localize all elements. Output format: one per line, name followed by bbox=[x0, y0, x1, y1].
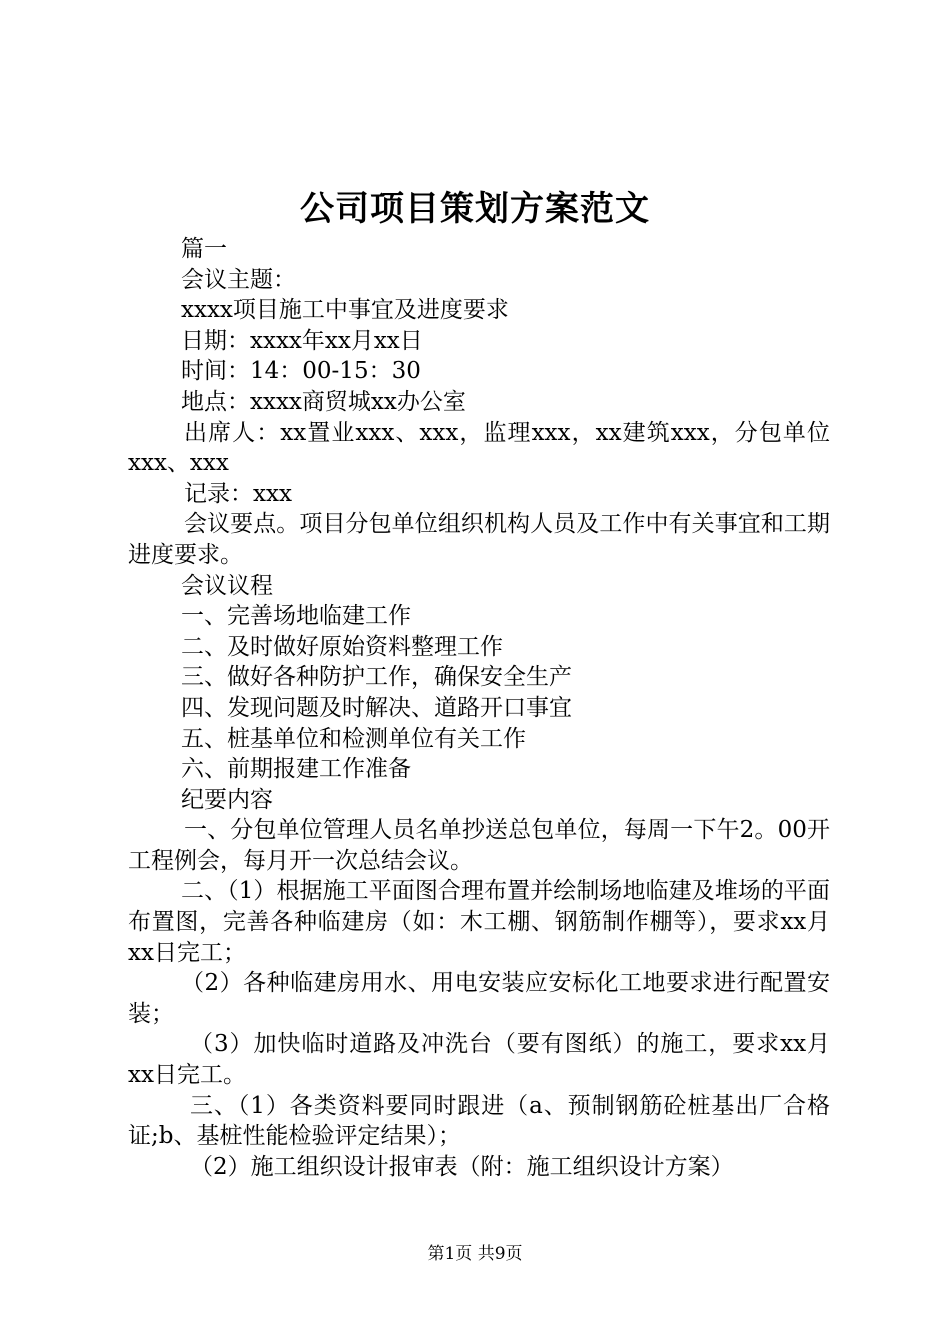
meeting-recorder: 记录：xxx bbox=[184, 480, 292, 507]
document-body bbox=[128, 234, 830, 1182]
agenda-item: 三、做好各种防护工作，确保安全生产 bbox=[181, 664, 572, 691]
agenda-item: 一、完善场地临建工作 bbox=[181, 603, 411, 630]
meeting-key-points: 会议要点。项目分包单位组织机构人员及工作中有关事宜和工期进度要求。 bbox=[128, 511, 830, 568]
agenda-item: 五、桩基单位和检测单位有关工作 bbox=[181, 725, 526, 752]
agenda-item: 四、发现问题及时解决、道路开口事宜 bbox=[181, 694, 572, 721]
minutes-heading: 纪要内容 bbox=[181, 786, 273, 813]
minutes-item: 一、分包单位管理人员名单抄送总包单位，每周一下午2。00开工程例会，每月开一次总结会议。 bbox=[128, 817, 830, 874]
minutes-item: （2）施工组织设计报审表（附：施工组织设计方案） bbox=[190, 1153, 734, 1180]
meeting-topic-label: 会议主题： bbox=[181, 266, 296, 293]
section-heading: 篇一 bbox=[181, 236, 227, 262]
page-footer: 第1页 共9页 bbox=[427, 1244, 523, 1264]
meeting-date: 日期：xxxx年xx月xx日 bbox=[181, 327, 423, 354]
meeting-topic: xxxx项目施工中事宜及进度要求 bbox=[181, 297, 509, 324]
minutes-item: 二、（1）根据施工平面图合理布置并绘制场地临建及堆场的平面布置图，完善各种临建房（如：木工棚、钢筋制作棚等），要求xx月xx日完工； bbox=[128, 878, 830, 966]
agenda-heading: 会议议程 bbox=[181, 572, 273, 599]
agenda-item: 六、前期报建工作准备 bbox=[181, 756, 411, 783]
document-title: 公司项目策划方案范文 bbox=[300, 189, 650, 229]
meeting-attendees: 出席人：xx置业xxx、xxx，监理xxx，xx建筑xxx，分包单位xxx、xxx bbox=[128, 419, 830, 477]
meeting-location: 地点：xxxx商贸城xx办公室 bbox=[181, 388, 466, 415]
minutes-item: （2）各种临建房用水、用电安装应安标化工地要求进行配置安装； bbox=[128, 970, 830, 1027]
minutes-item: （3）加快临时道路及冲洗台（要有图纸）的施工，要求xx月xx日完工。 bbox=[128, 1031, 830, 1089]
meeting-time: 时间：14：00-15：30 bbox=[181, 358, 421, 385]
agenda-item: 二、及时做好原始资料整理工作 bbox=[181, 633, 503, 660]
minutes-item: 三、（1）各类资料要同时跟进（a、预制钢筋砼桩基出厂合格证;b、基桩性能检验评定结果）； bbox=[128, 1092, 830, 1150]
